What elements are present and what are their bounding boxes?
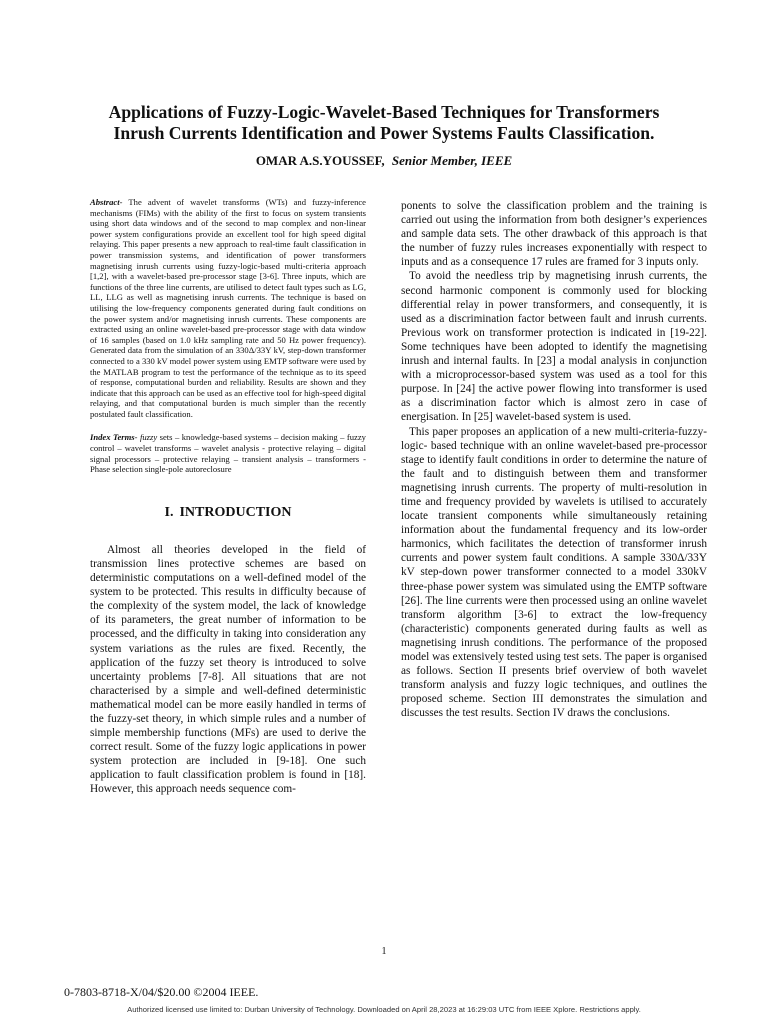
right-column: [401, 199, 707, 720]
section-heading-introduction: [90, 505, 366, 521]
section-title: INTRODUCTION: [179, 504, 292, 520]
author-line: [60, 153, 708, 169]
abstract-label: Abstract-: [90, 197, 123, 207]
index-terms: [90, 432, 366, 474]
index-terms-label: Index Terms-: [90, 432, 138, 443]
paper-title: [60, 102, 708, 144]
paper-title-line-1: Applications of Fuzzy-Logic-Wavelet-Based Techniques for Transformers: [108, 102, 660, 122]
abstract-text: The advent of wavelet transforms (WTs) and fuzzy-inference mechanisms (FIMs) with the ability of the first to focus on system transients using short data windows and of the second to map complex and non-linear power system configurations provide an excellent tool for high speed digital relaying. This paper presents a new approach to real-time fault classification in power transmission systems, and identification of power transformers magnetising inrush currents using fuzzy-logic-based multi-criteria approach [1,2], with a wavelet-based pre-processor stage [3-6]. Three inputs, which are functions of the three line currents, are utilised to detect fault types such as LG, LL, LLG as well as magnetising inrush currents. The technique is based on utilising the low-frequency components generated during fault conditions on the power system and/or magnetising inrush currents. These components are extracted using an online wavelet-based pre-processor stage with data window of 16 samples (based on 1.0 kHz sampling rate and 50 Hz power frequency). Generated data from the simulation of an 330Δ/33Y kV, step-down transformer connected to a 330 kV model power system using EMTP software were used by the MATLAB program to test the performance of the technique as to its speed of response, computational burden and reliability. Results are shown and they indicate that this approach can be used as an effective tool for high-speed digital relaying, and that computational burden is much simpler than the recently postulated fault classification.: [90, 197, 366, 419]
page-number: 1: [381, 946, 387, 957]
license-footer: Authorized licensed use limited to: Durban University of Technology. Downloaded on April 28,2023 at 16:29:03 UTC from IEEE Xplore. Restrictions apply.: [127, 1005, 641, 1014]
index-terms-fuzzy: fuzzy: [139, 432, 158, 443]
author-name: OMAR A.S.YOUSSEF,: [255, 153, 385, 168]
body-paragraph-continued: ponents to solve the classification problem and the training is carried out using the information from both designer’s experiences and sample data sets. The other drawback of this approach is that the number of fuzzy rules increases exponentially with respect to inputs and as a consequence 17 rules are framed for 3 inputs only.: [401, 200, 707, 269]
abstract: [90, 197, 366, 419]
copyright-notice: 0-7803-8718-X/04/$20.00 ©2004 IEEE.: [64, 985, 259, 999]
paper-title-line-2: Inrush Currents Identification and Power Systems Faults Classification.: [113, 123, 655, 143]
section-number: I.: [164, 504, 174, 520]
intro-paragraph-1: Almost all theories developed in the field of transmission lines protective schemes are based on deterministic computations on a well-defined model of the system to be protected. This results in difficulty because of the complexity of the system model, the lack of knowledge of its parameters, the great number of information to be processed, and the difficulty in taking into consideration any system variations as the rules are fixed. Recently, the application of the fuzzy set theory is introduced to solve uncertainty problems [7-8]. All situations that are not characterised by a simple and well-defined deterministic mathematical model can be more easily handled in terms of the fuzzy-set theory, in which simple rules and a number of simple membership functions (MFs) are used to derive the correct result. Some of the fuzzy logic applications in power system protection are included in [9-18]. One such application to fault classification problem is found in [18]. However, this approach needs sequence com-: [90, 543, 366, 796]
body-paragraph-inrush: To avoid the needless trip by magnetising inrush currents, the second harmonic component is commonly used for blocking differential relay in power transformers, and consequently, it is used as a discrimination factor between fault and inrush currents. Previous work on transformer protection is indicated in [19-22]. Some techniques have been adopted to identify the magnetising inrush and internal faults. In [23] a modal analysis in conjunction with a microprocessor-based system was used as a tool for this purpose. In [24] the active power flowing into transformer is used as a discrimination factor which is almost zero in case of energisation. In [25] wavelet-based system is used.: [401, 270, 707, 424]
left-column: [90, 197, 366, 797]
body-paragraph-proposal: This paper proposes an application of a new multi-criteria-fuzzy-logic- based technique with an online wavelet-based pre-processor stage to identify fault conditions in order to determine the nature of the fault and to distinguish between them and transformer magnetising inrush currents. The property of multi-resolution in time and frequency provided by wavelets is utilised to accurately locate transient components while simultaneously retaining information about the fundamental frequency and its low-order harmonics, which facilitates the detection of transformer inrush currents and power system fault conditions. A sample 330Δ/33Y kV step-down power transformer connected to a model 330kV three-phase power system was simulated using the EMTP software [26]. The line currents were then processed using an online wavelet transform algorithm [3-6] to extract the low-frequency (characteristic) components generated during faults as well as magnetising inrush conditions. The performance of the proposed model was extensively tested using test sets. The paper is organised as follows. Section II presents brief overview of both wavelet transform analysis and fuzzy logic techniques, and outlines the proposed scheme. Section III demonstrates the simulation and discusses the test results. Section IV draws the conclusions.: [401, 425, 707, 720]
author-role: Senior Member, IEEE: [391, 153, 513, 168]
index-terms-text: sets – knowledge-based systems – decision making – fuzzy control – wavelet transforms – wavelet analysis - protective relaying – digital signal processors – protective relaying – transient analysis – transformers - Phase selection single-pole autoreclosure: [90, 432, 366, 475]
